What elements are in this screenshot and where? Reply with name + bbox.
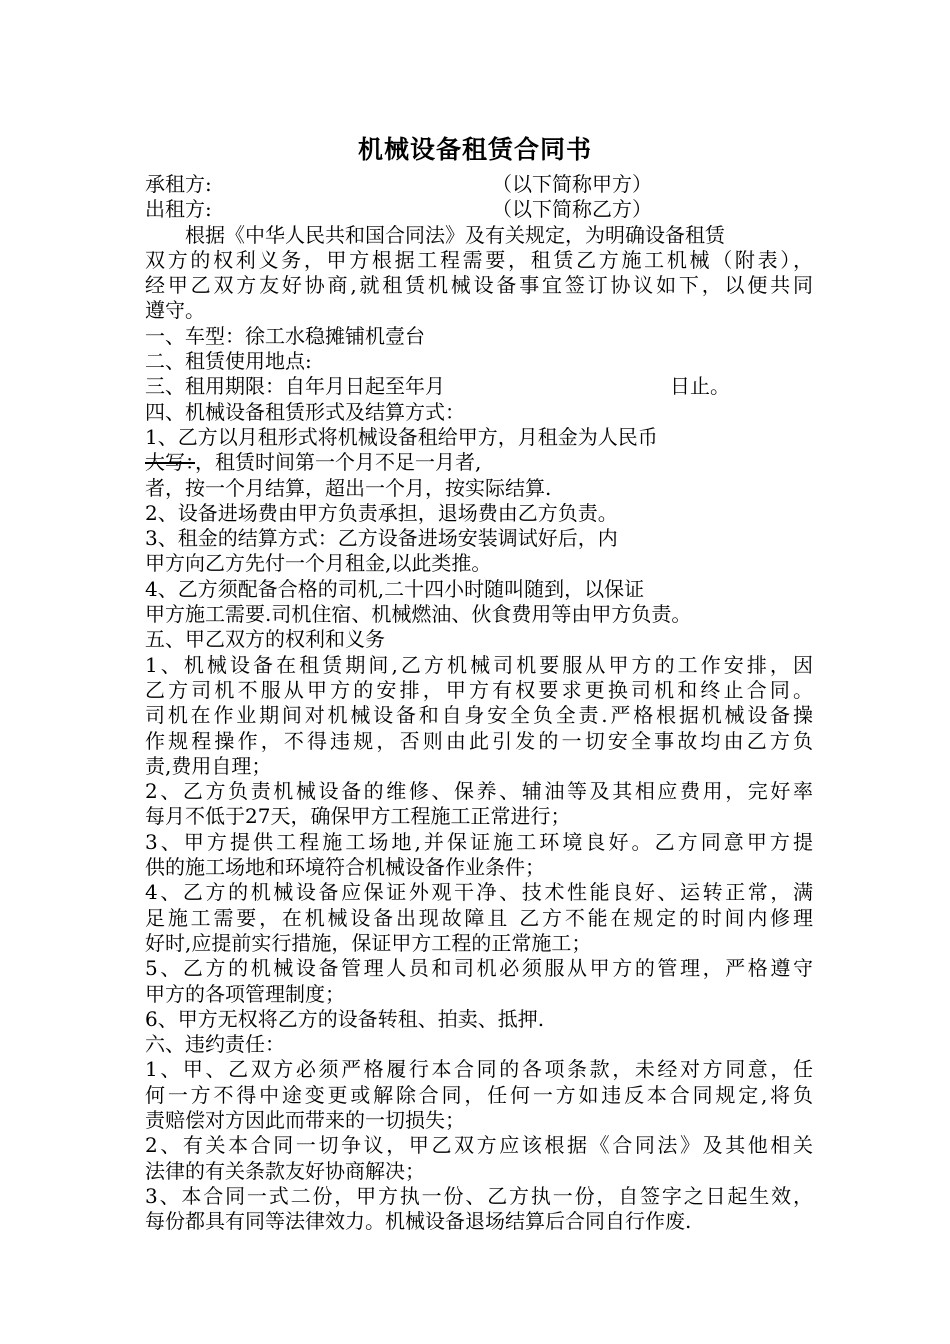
clause-vehicle-type: 一、车型：徐工水稳摊铺机壹台 — [145, 323, 425, 348]
clause-monthly-rent: 1、乙方以月租形式将机械设备租给甲方，月租金为人民币 — [145, 424, 658, 449]
liability-line: 每份都具有同等法律效力。机械设备退场结算后合同自行作废. — [145, 1209, 692, 1234]
rights-line: 4、乙方的机械设备应保证外观干净、技术性能良好、运转正常，满 — [145, 880, 813, 905]
clause-rent-payment-cont: 甲方向乙方先付一个月租金,以此类推。 — [145, 551, 492, 576]
document-title: 机械设备租赁合同书 — [357, 135, 592, 164]
intro-line: 双方的权利义务，甲方根据工程需要，租赁乙方施工机械（附表）， — [145, 247, 813, 272]
rights-line: 1、机械设备在租赁期间,乙方机械司机要服从甲方的工作安排，因 — [145, 652, 813, 677]
intro-line: 经甲乙双方友好协商,就租赁机械设备事宜签订协议如下，以便共同 — [145, 273, 813, 298]
liability-line: 责赔偿对方因此而带来的一切损失； — [145, 1107, 465, 1132]
clause-monthly-rent-cont: 者，按一个月结算，超出一个月，按实际结算. — [145, 475, 552, 500]
intro-line: 遵守。 — [145, 298, 205, 323]
liability-line: 何一方不得中途变更或解除合同，任何一方如违反本合同规定,将负 — [145, 1082, 813, 1107]
document-body — [145, 172, 813, 1234]
rent-first-month-text: ，租赁时间第一个月不足一月者, — [195, 450, 482, 475]
lease-term-end: 日止。 — [670, 374, 730, 399]
rights-line: 作规程操作，不得违规，否则由此引发的一切安全事故均由乙方负 — [145, 728, 813, 753]
clause-driver: 4、乙方须配备合格的司机,二十四小时随叫随到，以保证 — [145, 576, 645, 601]
rights-line: 供的施工场地和环境符合机械设备作业条件； — [145, 855, 545, 880]
clause-driver-cont: 甲方施工需要.司机住宿、机械燃油、伙食费用等由甲方负责。 — [145, 602, 692, 627]
lessee-label: 承租方: — [145, 172, 212, 196]
lessor-label: 出租方: — [145, 197, 212, 222]
lessee-line — [145, 172, 813, 197]
rights-line: 5、乙方的机械设备管理人员和司机必须服从甲方的管理，严格遵守 — [145, 956, 813, 981]
clause-liability-heading: 六、违约责任： — [145, 1032, 285, 1057]
rights-line: 甲方的各项管理制度； — [145, 981, 345, 1006]
liability-line: 3、本合同一式二份，甲方执一份、乙方执一份，自签字之日起生效， — [145, 1183, 813, 1208]
clause-rent-payment: 3、租金的结算方式：乙方设备进场安装调试好后，内 — [145, 526, 618, 551]
struck-text: 大写： — [145, 450, 195, 475]
rights-line: 2、乙方负责机械设备的维修、保养、辅油等及其相应费用，完好率 — [145, 779, 813, 804]
lessor-line — [145, 197, 813, 222]
liability-line: 2、有关本合同一切争议，甲乙双方应该根据《合同法》及其他相关 — [145, 1133, 813, 1158]
rights-line: 足施工需要，在机械设备出现故障且 乙方不能在规定的时间内修理 — [145, 905, 813, 930]
rights-line: 司机在作业期间对机械设备和自身安全负全责.严格根据机械设备操 — [145, 703, 813, 728]
rights-line: 每月不低于27天，确保甲方工程施工正常进行； — [145, 804, 571, 829]
clause-rights-heading: 五、甲乙双方的权利和义务 — [145, 627, 385, 652]
lessor-note: （以下简称乙方） — [492, 197, 652, 222]
clause-usage-location: 二、租赁使用地点: — [145, 349, 312, 374]
clause-lease-term — [145, 374, 813, 399]
clause-entry-fee: 2、设备进场费由甲方负责承担，退场费由乙方负责。 — [145, 500, 618, 525]
liability-line: 1、甲、乙双方必须严格履行本合同的各项条款，未经对方同意，任 — [145, 1057, 813, 1082]
rights-line: 乙方司机不服从甲方的安排，甲方有权要求更换司机和终止合同。 — [145, 677, 813, 702]
rights-line: 3、甲方提供工程施工场地,并保证施工环境良好。乙方同意甲方提 — [145, 829, 813, 854]
rights-line: 好时,应提前实行措施，保证甲方工程的正常施工； — [145, 930, 592, 955]
lease-term-start: 三、租用期限：自年月日起至年月 — [145, 374, 445, 399]
lessee-note: （以下简称甲方） — [492, 172, 652, 196]
intro-line: 根据《中华人民共和国合同法》及有关规定，为明确设备租赁 — [185, 222, 725, 247]
clause-monthly-rent-cont — [145, 450, 813, 475]
liability-line: 法律的有关条款友好协商解决； — [145, 1158, 425, 1183]
clause-settlement-heading: 四、机械设备租赁形式及结算方式： — [145, 399, 465, 424]
rights-line: 责,费用自理； — [145, 753, 272, 778]
rights-line: 6、甲方无权将乙方的设备转租、拍卖、抵押. — [145, 1006, 545, 1031]
